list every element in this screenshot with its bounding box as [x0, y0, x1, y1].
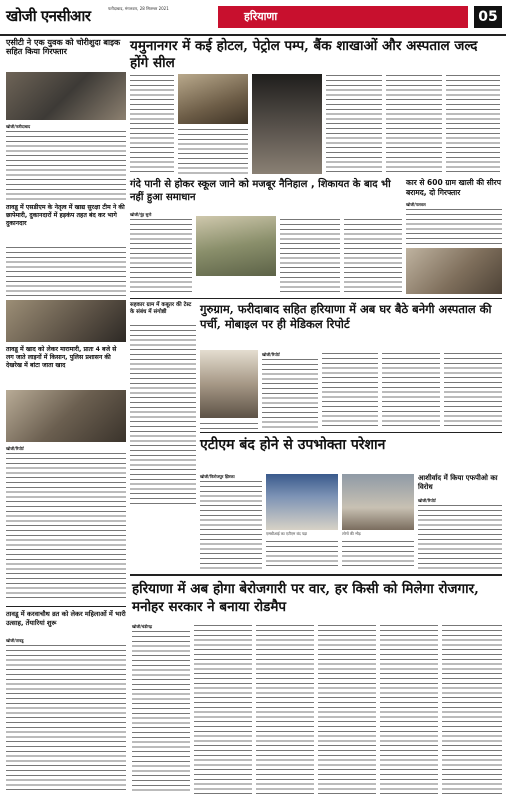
article-4-photo — [6, 300, 126, 342]
article-11-headline: हरियाणा में अब होगा बेरोजगारी पर वार, हर किसी को मिलेगा रोजगार, मनोहर सरकार ने बनाया रोडमैप — [132, 581, 479, 615]
article-8-body-col1 — [262, 358, 318, 430]
article-12-headline: तावडू में करवाचौथ व्रत को लेकर महिलाओं में भारी उत्साह, तेंयारियां शुरू — [6, 610, 126, 627]
article-2-body-col5 — [446, 74, 500, 174]
article-2-photo — [178, 74, 248, 124]
article-2-photo-2 — [252, 74, 322, 174]
article-2-body-col2 — [178, 128, 248, 174]
article-6-byline: खोजी/रिपोर्ट — [6, 446, 24, 451]
article-4-headline: तावडू में एसडीएम के नेतृत्व में खाद्य सुरक्षा टीम ने की छापेमारी, दुकानदारों में हड़कंप तहत बंद कर भागे दुकानदार — [6, 204, 125, 227]
article-10-byline: खोजी/रिपोर्ट — [418, 498, 436, 503]
article-6-body — [6, 452, 126, 602]
article-4-body — [6, 246, 126, 296]
masthead-subline: फरीदाबाद, मंगलवार, 28 सितम्बर 2021 — [108, 6, 169, 11]
article-9-photo-2 — [342, 474, 414, 530]
article-3-body-col1 — [130, 218, 192, 294]
article-9-headline: एटीएम बंद होने से उपभोक्ता परेशान — [200, 437, 386, 453]
article-11-body-col6 — [442, 624, 502, 794]
article-1-photo — [6, 72, 126, 120]
divider — [6, 606, 126, 607]
article-5-headline: कार से 600 ग्राम खाली की सीरप बरामद, दो गिरफ्तार — [406, 178, 501, 197]
article-8-headline: गुरुग्राम, फरीदाबाद सहित हरियाणा में अब घर बैठे बनेगी अस्पताल की पर्ची, मोबाइल पर ही मेडिकल रिपोर्ट — [200, 302, 492, 331]
article-8-photo — [200, 350, 258, 418]
article-2-body-col1 — [130, 74, 174, 174]
article-11-body-col5 — [380, 624, 438, 794]
article-10-body — [418, 504, 502, 570]
article-8-body-col3 — [382, 352, 440, 430]
article-9-photo-1 — [266, 474, 338, 530]
page-number: 05 — [474, 6, 502, 28]
article-8-body-col2 — [322, 352, 378, 430]
article-12-byline: खोजी/तावडू — [6, 638, 24, 643]
divider — [130, 298, 502, 299]
article-9-body-col3 — [342, 540, 414, 570]
article-11-body-col4 — [318, 624, 376, 794]
article-8-body-col4 — [444, 352, 502, 430]
article-5-photo — [406, 248, 502, 294]
masthead: खोजी एनसीआर — [6, 7, 91, 25]
article-3-headline: गंदे पानी से होकर स्कूल जाने को मजबूर नैनिहाल , शिकायत के बाद भी नहीं हुआ समाधान — [130, 179, 391, 203]
article-9-body-col2 — [266, 540, 338, 570]
article-3-byline: खोजी/नूंह सुनो — [130, 212, 152, 217]
article-2-body-col4 — [386, 74, 442, 174]
article-1-body — [6, 130, 126, 200]
article-11-body-col2 — [194, 624, 252, 794]
article-9-caption-1: एसबीआई का एटीएम बंद पड़ा — [266, 531, 308, 536]
section-title: हरियाणा — [244, 10, 278, 23]
article-5-byline: खोजी/पलवल — [406, 202, 426, 207]
article-9-byline: खोजी/फिरोजपुर झिरका — [200, 474, 235, 479]
article-9-body-col1 — [200, 480, 262, 570]
article-11-body-col1 — [132, 630, 190, 794]
article-6-headline: तावडू में खाद को लेकर मारामारी, प्रातः 4 बजे से लग जाते लाइनों में किसान, पुलिस प्रशासन की देखरेख में बांटा जाता खाद — [6, 346, 117, 369]
article-10-headline: आशीर्वाद में किया एफपीओ का विरोध — [418, 474, 498, 491]
article-7-body — [130, 324, 196, 504]
article-2-headline: यमुनानगर में कई होटल, पेट्रोल पम्प, बैंक शाखाओं और अस्पताल जल्द होंगे सील — [130, 38, 478, 71]
article-11-body-col3 — [256, 624, 314, 794]
article-3-body-col2 — [280, 218, 340, 294]
article-3-photo — [196, 216, 276, 276]
article-8-body-col5 — [200, 422, 258, 430]
divider — [130, 574, 502, 576]
article-6-photo — [6, 390, 126, 442]
article-9-caption-2: लोगों की भीड़ — [342, 531, 361, 536]
article-11-byline: खोजी/चंडीगढ़ — [132, 624, 152, 629]
article-7-headline: सहकार ग्राम में कबूतर की टेस्ट के संबंध में संगोष्ठी — [130, 302, 192, 315]
article-1-headline: एसीटी ने एक युवक को चोरीशुदा बाइक सहित किया गिरफ्तार — [6, 38, 121, 57]
article-1-byline: खोजी/फरीदाबाद — [6, 124, 31, 129]
divider — [200, 432, 502, 433]
article-8-byline: खोजी/रिपोर्ट — [262, 352, 280, 357]
article-5-body — [406, 208, 502, 244]
article-3-body-col3 — [344, 218, 402, 294]
article-2-body-col3 — [326, 74, 382, 174]
article-12-body — [6, 644, 126, 794]
